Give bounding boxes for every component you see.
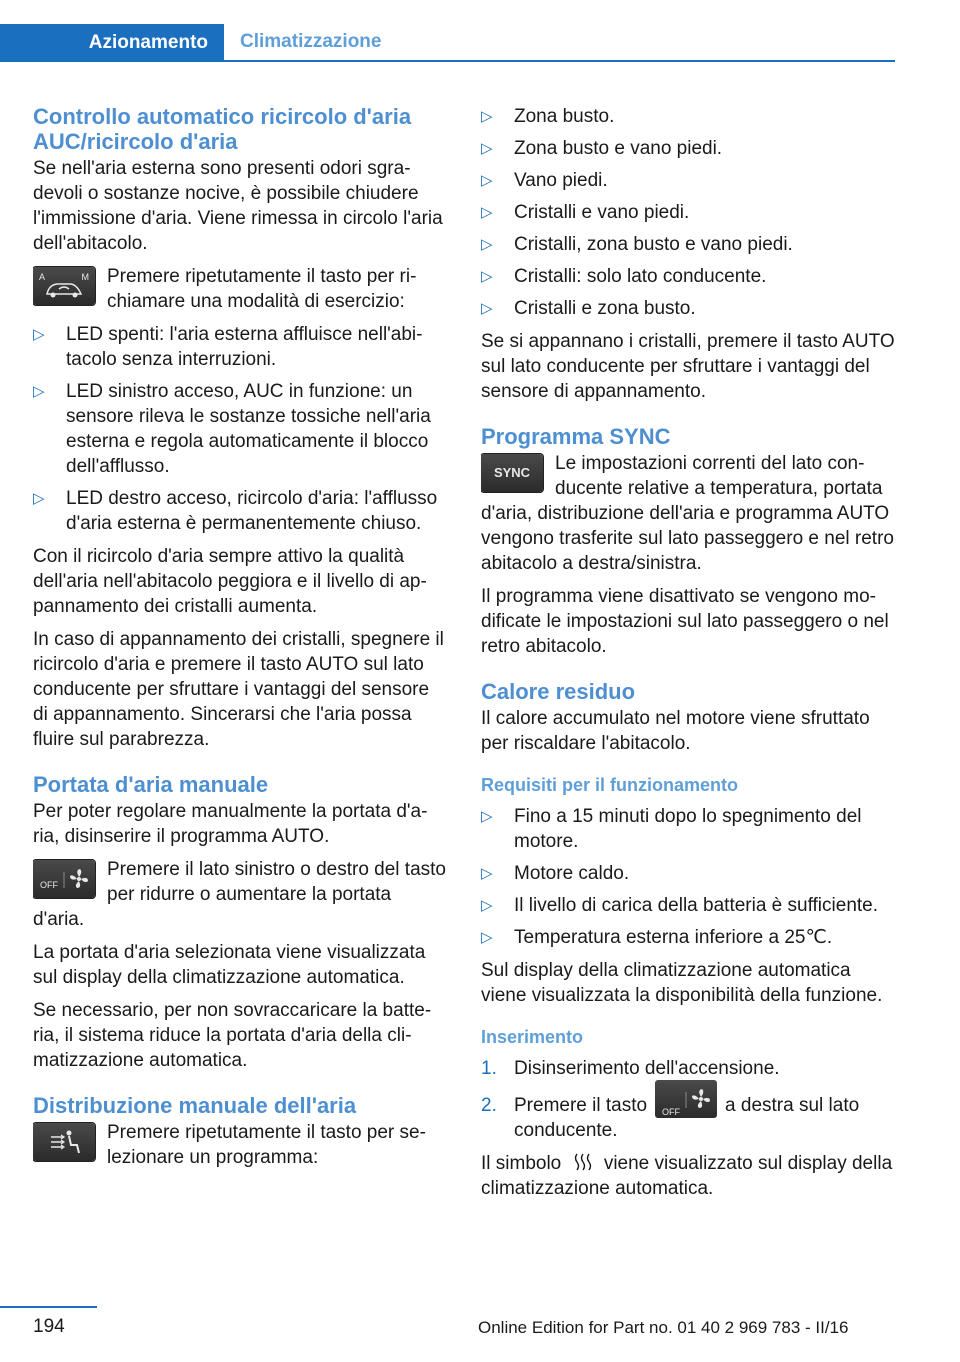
edition-note: Online Edition for Part no. 01 40 2 969 783 - II/16 bbox=[478, 1318, 849, 1337]
list-item: ▷ Cristalli e zona busto. bbox=[481, 298, 696, 319]
fan-key-label-off: OFF bbox=[662, 1106, 681, 1117]
list-item: ▷ Vano piedi. bbox=[481, 170, 608, 191]
auc-paragraph-2: In caso di appannamento dei cristalli, spegnere il ricircolo d'aria e premere il tasto AUTO sul lato conducente per sfruttare i vantaggi del sensore di appannamento. Sincerarsi che l'aria possa fluire sul parabrezza. bbox=[33, 629, 444, 750]
car-recirculation-icon bbox=[33, 267, 95, 305]
auc-key-label-m: M bbox=[81, 272, 89, 282]
section-tab-azionamento[interactable]: Azionamento bbox=[0, 24, 224, 62]
footer-rule bbox=[0, 1306, 97, 1308]
triangle-bullet-icon: ▷ bbox=[33, 326, 45, 343]
list-item: ▷ Temperatura esterna inferiore a 25℃. bbox=[481, 927, 833, 948]
fan-button-icon bbox=[33, 860, 95, 898]
page-number: 194 bbox=[33, 1316, 65, 1337]
triangle-bullet-icon: ▷ bbox=[481, 108, 493, 125]
portata-key-row bbox=[33, 857, 447, 932]
triangle-bullet-icon: ▷ bbox=[481, 140, 493, 157]
heading-requisiti: Requisiti per il funzionamento bbox=[481, 775, 739, 795]
list-item: ▷ LED destro acceso, ricircolo d'aria: l'afflusso d'aria esterna è permanentemente chiuso. bbox=[33, 488, 438, 534]
triangle-bullet-icon: ▷ bbox=[481, 300, 493, 317]
header-bar bbox=[0, 24, 895, 62]
portata-intro: Per poter regolare manualmente la portata d'aria, disinserire il programma AUTO. bbox=[33, 801, 428, 847]
step-number: 1. bbox=[481, 1058, 497, 1079]
list-item: 1. Disinserimento dell'accensione. bbox=[481, 1058, 780, 1079]
distribution-program-list bbox=[481, 104, 897, 321]
heading-calore: Calore residuo bbox=[481, 679, 636, 704]
activation-steps bbox=[481, 1056, 897, 1143]
sync-key-label: SYNC bbox=[493, 465, 531, 480]
triangle-bullet-icon: ▷ bbox=[481, 172, 493, 189]
calore-intro: Il calore accumulato nel motore viene sfruttato per riscaldare l'abitacolo. bbox=[481, 708, 870, 754]
section-tab-climatizzazione[interactable]: Climatizzazione bbox=[240, 31, 382, 52]
residual-heat-icon bbox=[571, 1152, 595, 1172]
auc-key-label-a: A bbox=[39, 272, 46, 282]
auc-mode-list bbox=[33, 322, 447, 536]
portata-key-text: Premere il lato sinistro o destro del tasto per ridurre o aumentare la portata d'aria. bbox=[33, 859, 446, 930]
sync-paragraph-1: Il programma viene disattivato se vengono modificate le impostazioni sul lato passeggero o nel retro abitacolo. bbox=[481, 586, 889, 657]
distribution-note: Se si appannano i cristalli, premere il tasto AUTO sul lato conducente per sfruttare i vantaggi del sensore di appannamento. bbox=[481, 331, 895, 402]
heading-distribuzione: Distribuzione manuale dell'aria bbox=[33, 1093, 357, 1118]
header-rule bbox=[0, 60, 895, 62]
list-item: ▷ Fino a 15 minuti dopo lo spegnimento del motore. bbox=[481, 806, 862, 852]
portata-paragraph-2: Se necessario, per non sovraccaricare la batteria, il sistema riduce la portata d'aria della climatizzazione automatica. bbox=[33, 1000, 432, 1071]
triangle-bullet-icon: ▷ bbox=[481, 268, 493, 285]
left-column bbox=[33, 104, 447, 1178]
heading-sync: Programma SYNC bbox=[481, 424, 671, 449]
right-column bbox=[481, 104, 897, 1209]
list-item: ▷ LED sinistro acceso, AUC in funzione: un sensore rileva le sostanze tossiche nell'aria esterna e regola automaticamente il blocco dell'afflusso. bbox=[33, 381, 431, 477]
portata-paragraph-1: La portata d'aria selezionata viene visualizzata sul display della climatizzazione automatica. bbox=[33, 942, 426, 988]
seat-airflow-icon bbox=[33, 1123, 95, 1161]
auc-button-icon bbox=[33, 267, 95, 305]
list-item: ▷ Cristalli: solo lato conducente. bbox=[481, 266, 767, 287]
heading-auc: Controllo automatico ricircolo d'aria AUC/ricircolo d'aria bbox=[33, 104, 412, 154]
sync-key-text: Le impostazioni correnti del lato conducente relative a temperatura, portata d'aria, distribuzione dell'aria e programma AUTO vengono trasferite sul lato passeggero e nel retro abitacolo a destra/sinistra. bbox=[481, 453, 894, 574]
triangle-bullet-icon: ▷ bbox=[481, 929, 493, 946]
requirements-note: Sul display della climatizzazione automatica viene visualizzata la disponibilità della funzione. bbox=[481, 960, 883, 1006]
sync-key-row bbox=[481, 451, 897, 576]
distribuzione-key-text: Premere ripetutamente il tasto per selezionare un programma: bbox=[107, 1122, 426, 1168]
auc-paragraph-1: Con il ricircolo d'aria sempre attivo la qualità dell'aria nell'abitacolo peggiora e il livello di appannamento dei cristalli aumenta. bbox=[33, 546, 427, 617]
triangle-bullet-icon: ▷ bbox=[481, 897, 493, 914]
sync-button-icon bbox=[481, 454, 543, 492]
triangle-bullet-icon: ▷ bbox=[481, 236, 493, 253]
list-item: ▷ Zona busto e vano piedi. bbox=[481, 138, 723, 159]
triangle-bullet-icon: ▷ bbox=[481, 204, 493, 221]
auc-key-text: Premere ripetutamente il tasto per richiamare una modalità di esercizio: bbox=[107, 266, 417, 312]
symbol-note: Il simbolo viene visualizzato sul display della climatizzazione automatica. bbox=[481, 1153, 893, 1199]
list-item: ▷ Cristalli e vano piedi. bbox=[481, 202, 690, 223]
fan-icon bbox=[33, 860, 95, 898]
fan-icon bbox=[655, 1080, 717, 1118]
list-item: ▷ Zona busto. bbox=[481, 106, 615, 127]
list-item: ▷ Motore caldo. bbox=[481, 863, 630, 884]
triangle-bullet-icon: ▷ bbox=[481, 808, 493, 825]
fan-button-inline-icon bbox=[655, 1080, 717, 1118]
triangle-bullet-icon: ▷ bbox=[481, 865, 493, 882]
distribuzione-key-row bbox=[33, 1120, 447, 1170]
heading-portata: Portata d'aria manuale bbox=[33, 772, 269, 797]
list-item: ▷ LED spenti: l'aria esterna affluisce nell'abitacolo senza interruzioni. bbox=[33, 324, 423, 370]
list-item: ▷ Il livello di carica della batteria è sufficiente. bbox=[481, 895, 879, 916]
fan-key-label-off: OFF bbox=[40, 880, 58, 890]
step-number: 2. bbox=[481, 1095, 497, 1116]
triangle-bullet-icon: ▷ bbox=[33, 383, 45, 400]
triangle-bullet-icon: ▷ bbox=[33, 490, 45, 507]
list-item: 2. Premere il tasto OFF a destra sul lato conducente. bbox=[481, 1093, 897, 1143]
heading-inserimento: Inserimento bbox=[481, 1027, 584, 1047]
auc-key-row bbox=[33, 264, 447, 314]
list-item: ▷ Cristalli, zona busto e vano piedi. bbox=[481, 234, 793, 255]
auc-intro: Se nell'aria esterna sono presenti odori sgradevoli o sostanze nocive, è possibile chiudere l'immissione d'aria. Viene rimessa in circolo l'aria dell'abitacolo. bbox=[33, 158, 443, 254]
requirements-list bbox=[481, 804, 897, 950]
air-distribution-button-icon bbox=[33, 1123, 95, 1161]
